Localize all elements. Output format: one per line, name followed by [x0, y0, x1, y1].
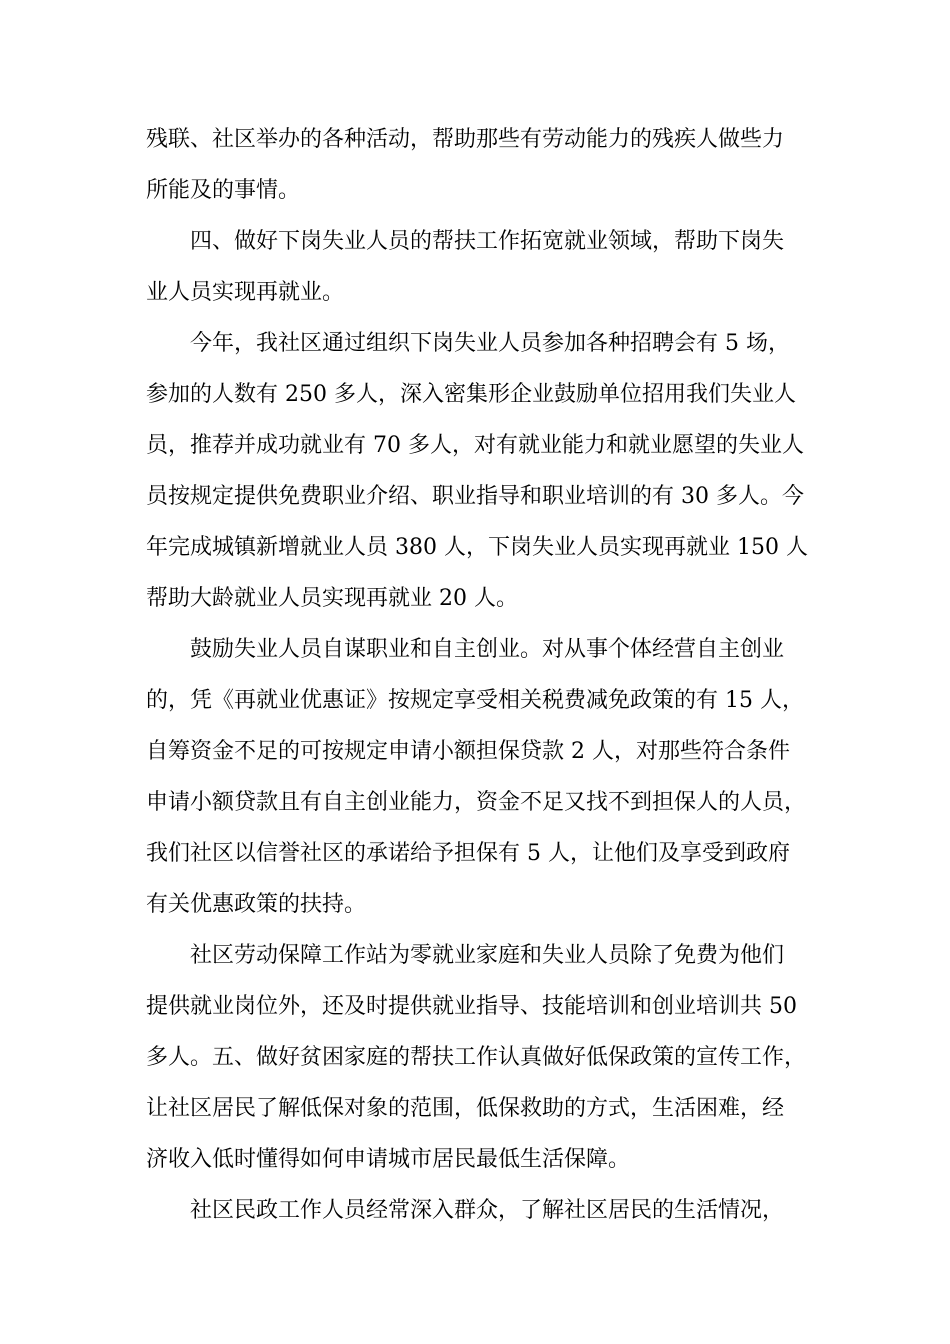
paragraph	[146, 1185, 836, 1236]
paragraph	[146, 930, 836, 1185]
text-line: 员，推荐并成功就业有 70 多人，对有就业能力和就业愿望的失业人	[146, 433, 804, 458]
text-line: 业人员实现再就业。	[146, 280, 345, 305]
document-body	[146, 114, 836, 1236]
text-line: 员按规定提供免费职业介绍、职业指导和职业培训的有 30 多人。今	[146, 484, 804, 509]
text-line: 四、做好下岗失业人员的帮扶工作拓宽就业领域，帮助下岗失	[190, 229, 785, 254]
text-line: 济收入低时懂得如何申请城市居民最低生活保障。	[146, 1147, 631, 1172]
paragraph	[146, 624, 836, 930]
text-line: 让社区居民了解低保对象的范围，低保救助的方式，生活困难，经	[146, 1096, 785, 1121]
text-line: 提供就业岗位外，还及时提供就业指导、技能培训和创业培训共 50	[146, 994, 797, 1019]
text-line: 残联、社区举办的各种活动，帮助那些有劳动能力的残疾人做些力	[146, 127, 785, 152]
paragraph	[146, 114, 836, 216]
text-line: 的，凭《再就业优惠证》按规定享受相关税费减免政策的有 15 人，	[146, 688, 804, 713]
text-line: 帮助大龄就业人员实现再就业 20 人。	[146, 586, 518, 611]
text-line: 年完成城镇新增就业人员 380 人，下岗失业人员实现再就业 150 人	[146, 535, 808, 560]
paragraph	[146, 318, 836, 624]
text-line: 社区民政工作人员经常深入群众，了解社区居民的生活情况，	[190, 1198, 785, 1223]
text-line: 申请小额贷款且有自主创业能力，资金不足又找不到担保人的人员，	[146, 790, 807, 815]
text-line: 鼓励失业人员自谋职业和自主创业。对从事个体经营自主创业	[190, 637, 785, 662]
text-line: 自筹资金不足的可按规定申请小额担保贷款 2 人，对那些符合条件	[146, 739, 790, 764]
text-line: 今年，我社区通过组织下岗失业人员参加各种招聘会有 5 场，	[190, 331, 790, 356]
text-line: 所能及的事情。	[146, 178, 301, 203]
text-line: 社区劳动保障工作站为零就业家庭和失业人员除了免费为他们	[190, 943, 785, 968]
paragraph	[146, 216, 836, 318]
text-line: 我们社区以信誉社区的承诺给予担保有 5 人，让他们及享受到政府	[146, 841, 790, 866]
text-line: 有关优惠政策的扶持。	[146, 892, 367, 917]
text-line: 参加的人数有 250 多人，深入密集形企业鼓励单位招用我们失业人	[146, 382, 796, 407]
text-line: 多人。五、做好贫困家庭的帮扶工作认真做好低保政策的宣传工作，	[146, 1045, 807, 1070]
